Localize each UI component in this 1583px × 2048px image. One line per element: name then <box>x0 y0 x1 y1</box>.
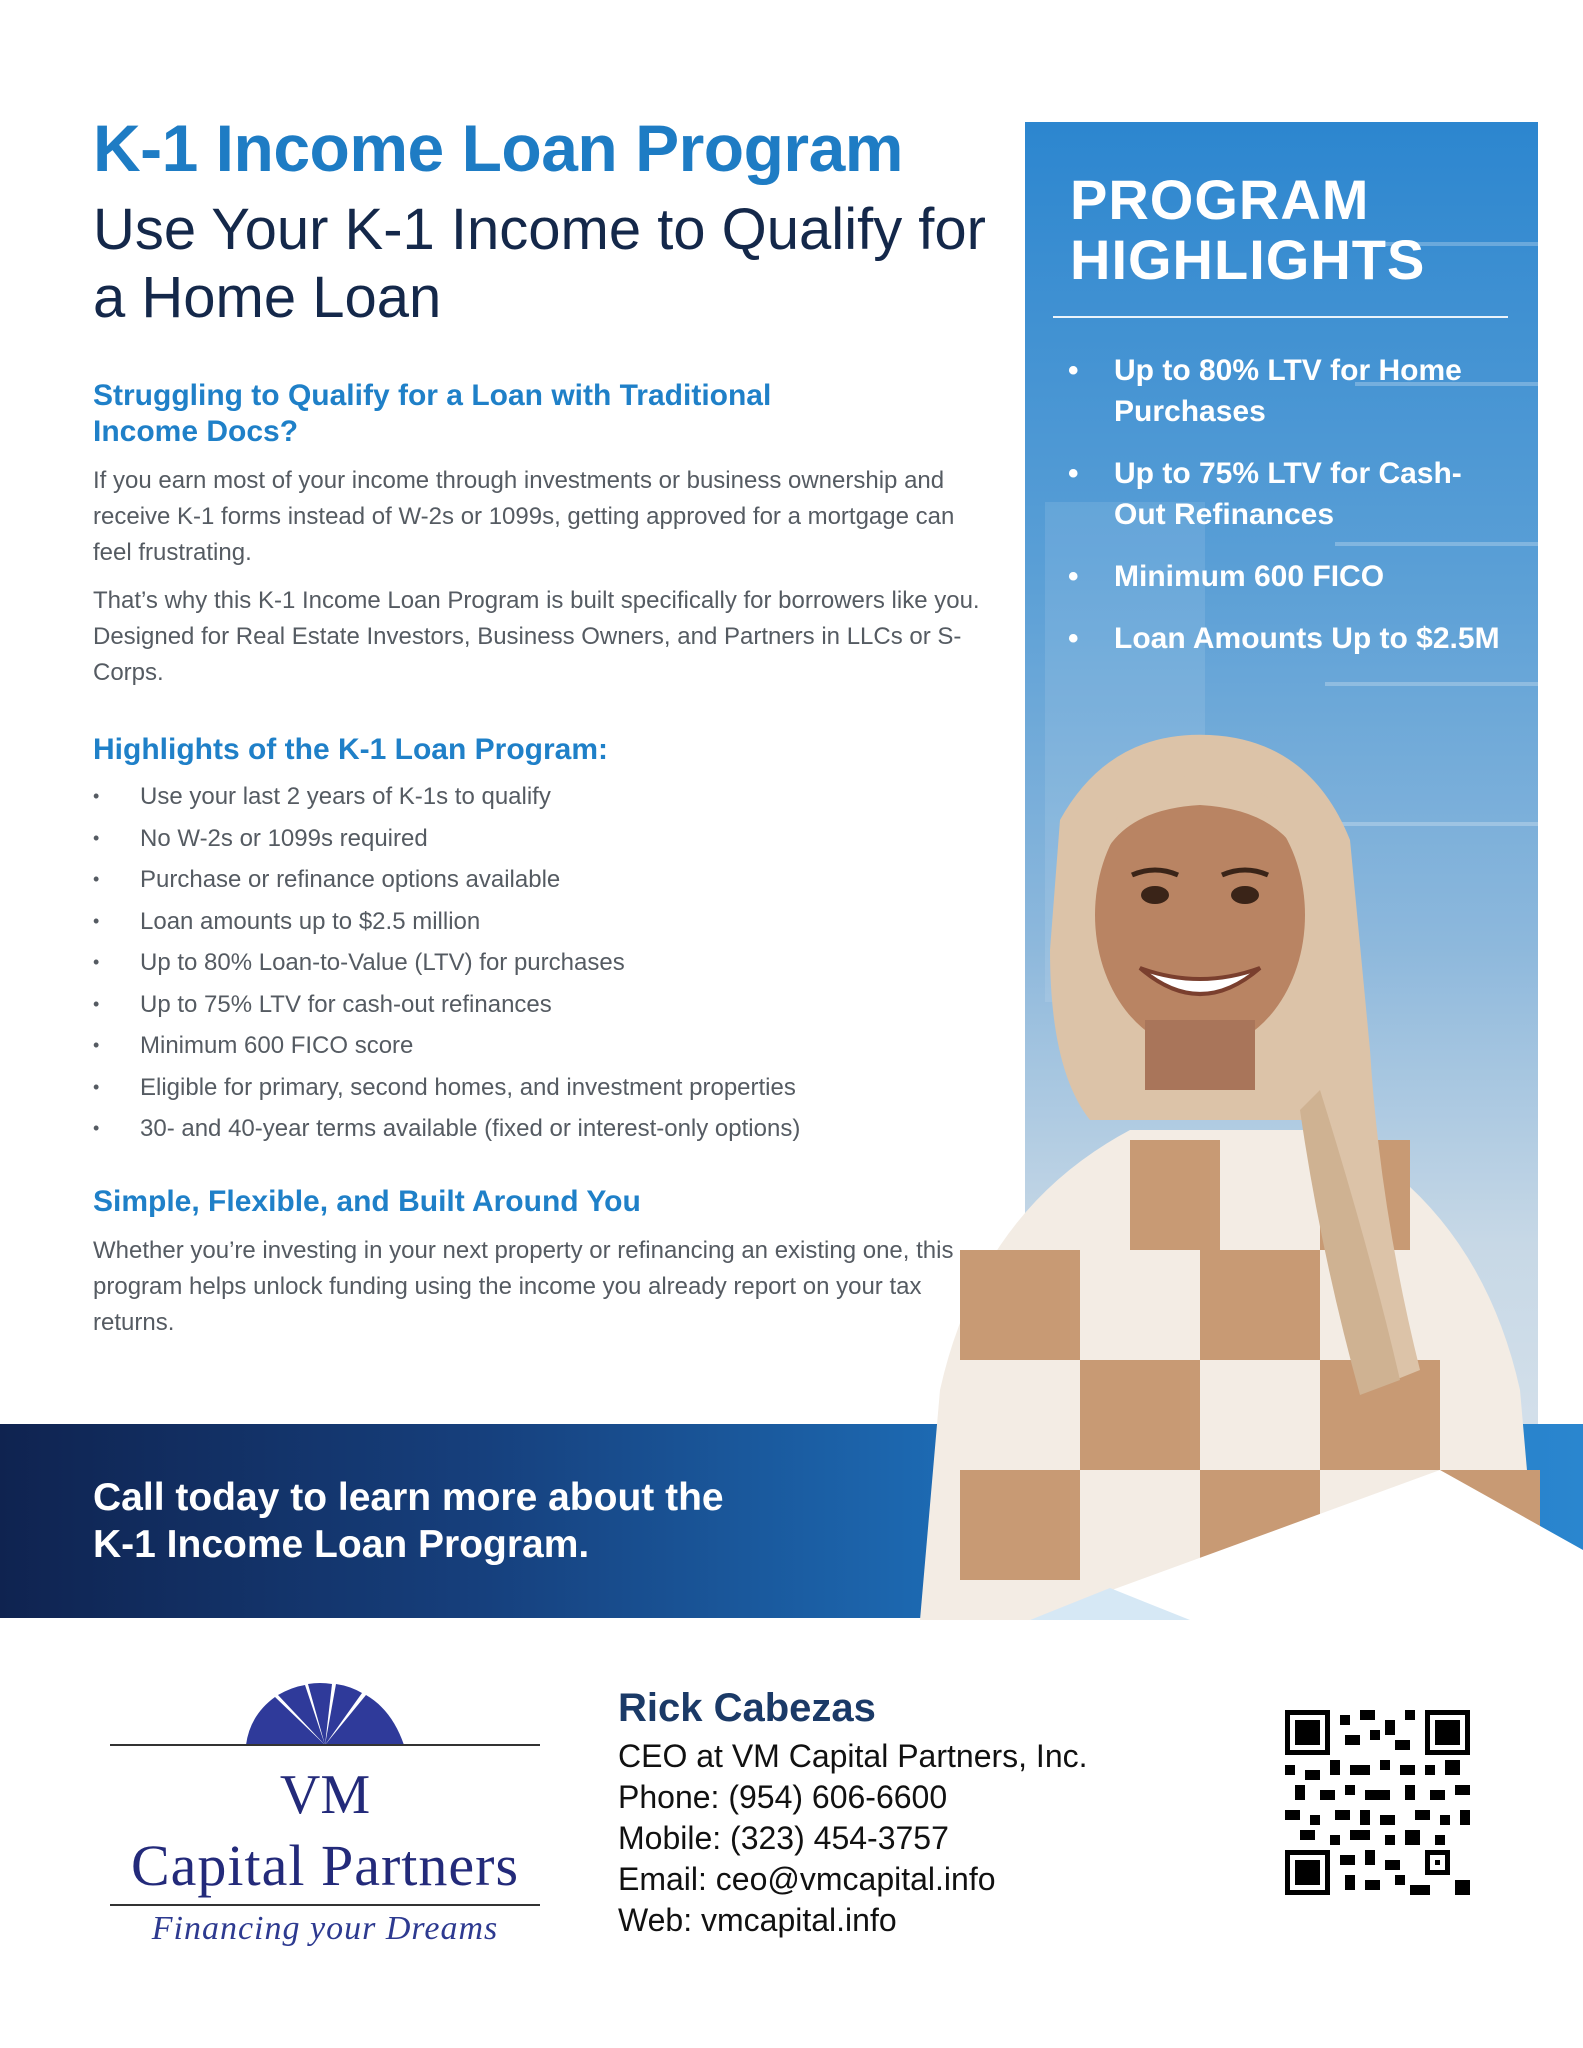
bullet-icon: • <box>93 993 100 1014</box>
program-description-paragraph: That’s why this K-1 Income Loan Program is built specifically for borrowers like you. Designed for Real Estate Investors, Business Owners, and Partners in LLCs or S-Corps. <box>93 587 980 686</box>
panel-title: PROGRAM HIGHLIGHTS <box>1070 168 1426 291</box>
contact-role: CEO at VM Capital Partners, Inc. <box>618 1738 1088 1774</box>
list-item: • Up to 80% Loan-to-Value (LTV) for purchases <box>93 942 993 984</box>
list-item: • Up to 75% LTV for cash-out refinances <box>93 984 993 1026</box>
list-item: • Use your last 2 years of K-1s to qualify <box>93 776 993 818</box>
list-item: • Eligible for primary, second homes, and investment properties <box>93 1067 993 1109</box>
list-item: • Up to 80% LTV for Home Purchases <box>1062 350 1502 432</box>
panel-divider <box>1053 316 1508 318</box>
bullet-icon: • <box>93 1076 100 1097</box>
contact-mobile: Mobile: (323) 454-3757 <box>618 1820 949 1856</box>
panel-highlights-list <box>1062 350 1502 680</box>
list-item: • Up to 75% LTV for Cash-Out Refinances <box>1062 453 1502 535</box>
cta-text: Call today to learn more about the K-1 Income Loan Program. <box>93 1476 724 1566</box>
bullet-icon: • <box>93 827 100 848</box>
list-item: • Minimum 600 FICO <box>1062 556 1502 597</box>
contact-email: Email: ceo@vmcapital.info <box>618 1861 996 1897</box>
page-title: K-1 Income Loan Program <box>93 111 903 185</box>
cta-decorative-chevron <box>900 1460 1583 1620</box>
bullet-icon: • <box>1068 560 1079 593</box>
section-heading-highlights: Highlights of the K-1 Loan Program: <box>93 733 608 766</box>
page-subtitle: Use Your K-1 Income to Qualify for a Home Loan <box>93 197 986 330</box>
list-item: • Loan amounts up to $2.5 million <box>93 901 993 943</box>
list-item: • No W-2s or 1099s required <box>93 818 993 860</box>
bullet-icon: • <box>93 786 100 806</box>
section-heading-struggling: Struggling to Qualify for a Loan with Traditional Income Docs? <box>93 379 772 448</box>
logo-text-capital-partners: Capital Partners <box>130 1833 520 1898</box>
intro-paragraph: If you earn most of your income through investments or business ownership and receive K-1 forms instead of W-2s or 1099s, getting approved for a mortgage can feel frustrating. <box>93 467 955 566</box>
list-item: • Purchase or refinance options available <box>93 859 993 901</box>
bullet-icon: • <box>93 952 100 972</box>
qr-code-icon[interactable] <box>1285 1710 1470 1895</box>
list-item: • Loan Amounts Up to $2.5M <box>1062 618 1502 659</box>
bullet-icon: • <box>1068 622 1079 655</box>
list-item: • 30- and 40-year terms available (fixed or interest-only options) <box>93 1108 993 1150</box>
logo-tagline: Financing your Dreams <box>151 1910 499 1947</box>
bullet-icon: • <box>93 910 100 931</box>
highlights-list <box>93 776 993 1150</box>
contact-name: Rick Cabezas <box>618 1686 876 1730</box>
list-item: • Minimum 600 FICO score <box>93 1025 993 1067</box>
bullet-icon: • <box>1068 457 1079 490</box>
bullet-icon: • <box>93 1118 100 1138</box>
bullet-icon: • <box>1068 354 1079 387</box>
contact-web: Web: vmcapital.info <box>618 1902 897 1938</box>
closing-paragraph: Whether you’re investing in your next property or refinancing an existing one, this program helps unlock funding using the income you already report on your tax returns. <box>93 1237 954 1336</box>
bullet-icon: • <box>93 1035 100 1055</box>
logo-text-vm: VM <box>279 1764 371 1826</box>
bullet-icon: • <box>93 869 100 889</box>
contact-phone: Phone: (954) 606-6600 <box>618 1779 948 1815</box>
section-heading-simple-flexible: Simple, Flexible, and Built Around You <box>93 1185 641 1218</box>
